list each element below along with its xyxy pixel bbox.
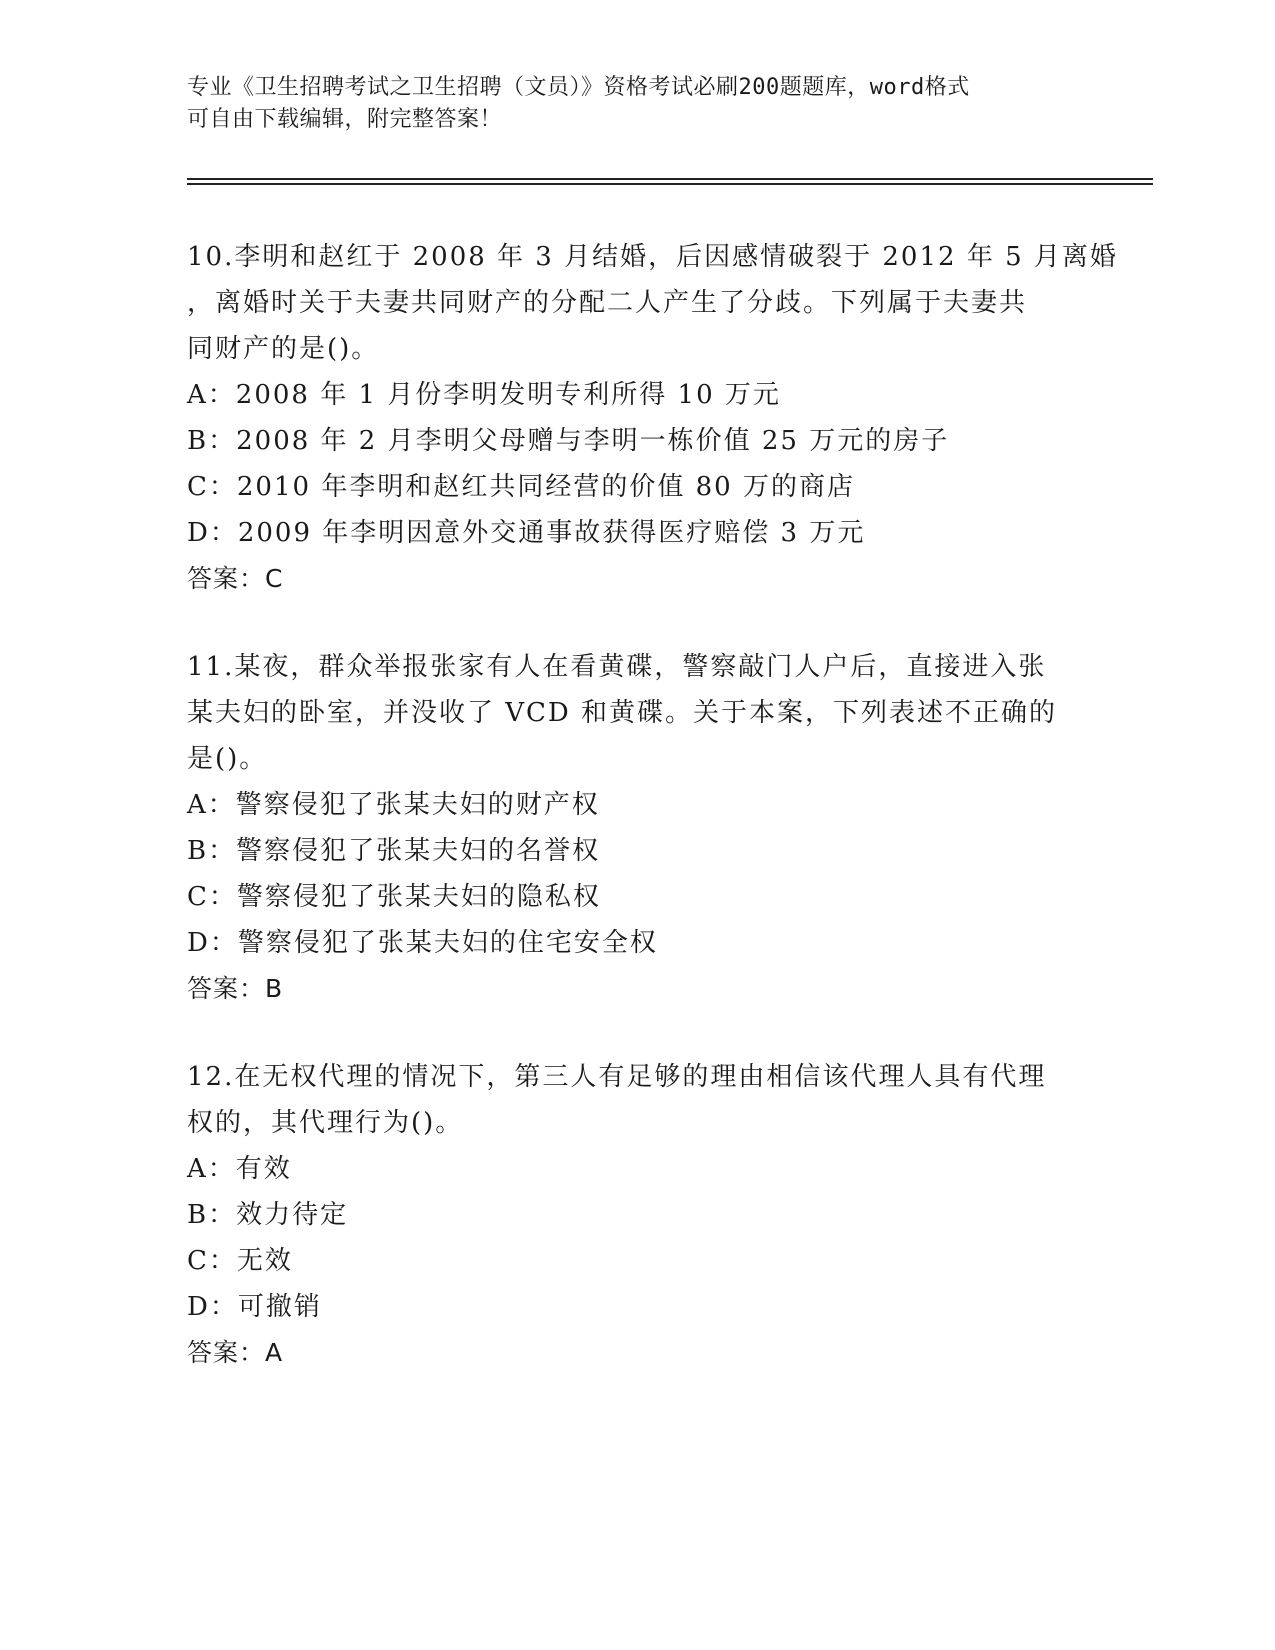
question-stem-line: 12.在无权代理的情况下，第三人有足够的理由相信该代理人具有代理 <box>187 1062 1047 1092</box>
question-10 <box>187 234 1118 602</box>
question-stem-line: ，离婚时关于夫妻共同财产的分配二人产生了分歧。下列属于夫妻共 <box>187 288 1028 318</box>
option-d: D：可撤销 <box>187 1292 322 1322</box>
question-11 <box>187 644 1087 1012</box>
option-b: B：效力待定 <box>187 1200 349 1230</box>
question-stem-line: 是()。 <box>187 744 268 774</box>
option-b: B：警察侵犯了张某夫妇的名誉权 <box>187 836 601 866</box>
question-stem-line: 10.李明和赵红于 2008 年 3 月结婚，后因感情破裂于 2012 年 5 月离婚 <box>187 242 1118 272</box>
document-header <box>187 72 1067 136</box>
header-line-1: 专业《卫生招聘考试之卫生招聘（文员）》资格考试必刷200题题库，word格式 <box>187 75 970 100</box>
header-rule-bottom <box>187 183 1153 185</box>
header-line-2: 可自由下载编辑，附完整答案！ <box>187 107 503 132</box>
question-stem-line: 某夫妇的卧室，并没收了 VCD 和黄碟。关于本案，下列表述不正确的 <box>187 698 1058 728</box>
option-c: C：警察侵犯了张某夫妇的隐私权 <box>187 882 601 912</box>
question-stem-line: 同财产的是()。 <box>187 334 380 364</box>
option-c: C：2010 年李明和赵红共同经营的价值 80 万的商店 <box>187 472 855 502</box>
option-d: D：警察侵犯了张某夫妇的住宅安全权 <box>187 928 658 958</box>
header-rule-top <box>187 178 1153 180</box>
question-12 <box>187 1054 1087 1376</box>
option-a: A：警察侵犯了张某夫妇的财产权 <box>187 790 600 820</box>
option-a: A：2008 年 1 月份李明发明专利所得 10 万元 <box>187 380 781 410</box>
answer-line: 答案：A <box>187 1338 284 1367</box>
answer-line: 答案：B <box>187 974 284 1003</box>
question-stem-line: 权的，其代理行为()。 <box>187 1108 464 1138</box>
option-a: A：有效 <box>187 1154 292 1184</box>
answer-line: 答案：C <box>187 564 284 593</box>
option-b: B：2008 年 2 月李明父母赠与李明一栋价值 25 万元的房子 <box>187 426 950 456</box>
question-stem-line: 11.某夜，群众举报张家有人在看黄碟，警察敲门人户后，直接进入张 <box>187 652 1047 682</box>
option-c: C：无效 <box>187 1246 293 1276</box>
option-d: D：2009 年李明因意外交通事故获得医疗赔偿 3 万元 <box>187 518 866 548</box>
